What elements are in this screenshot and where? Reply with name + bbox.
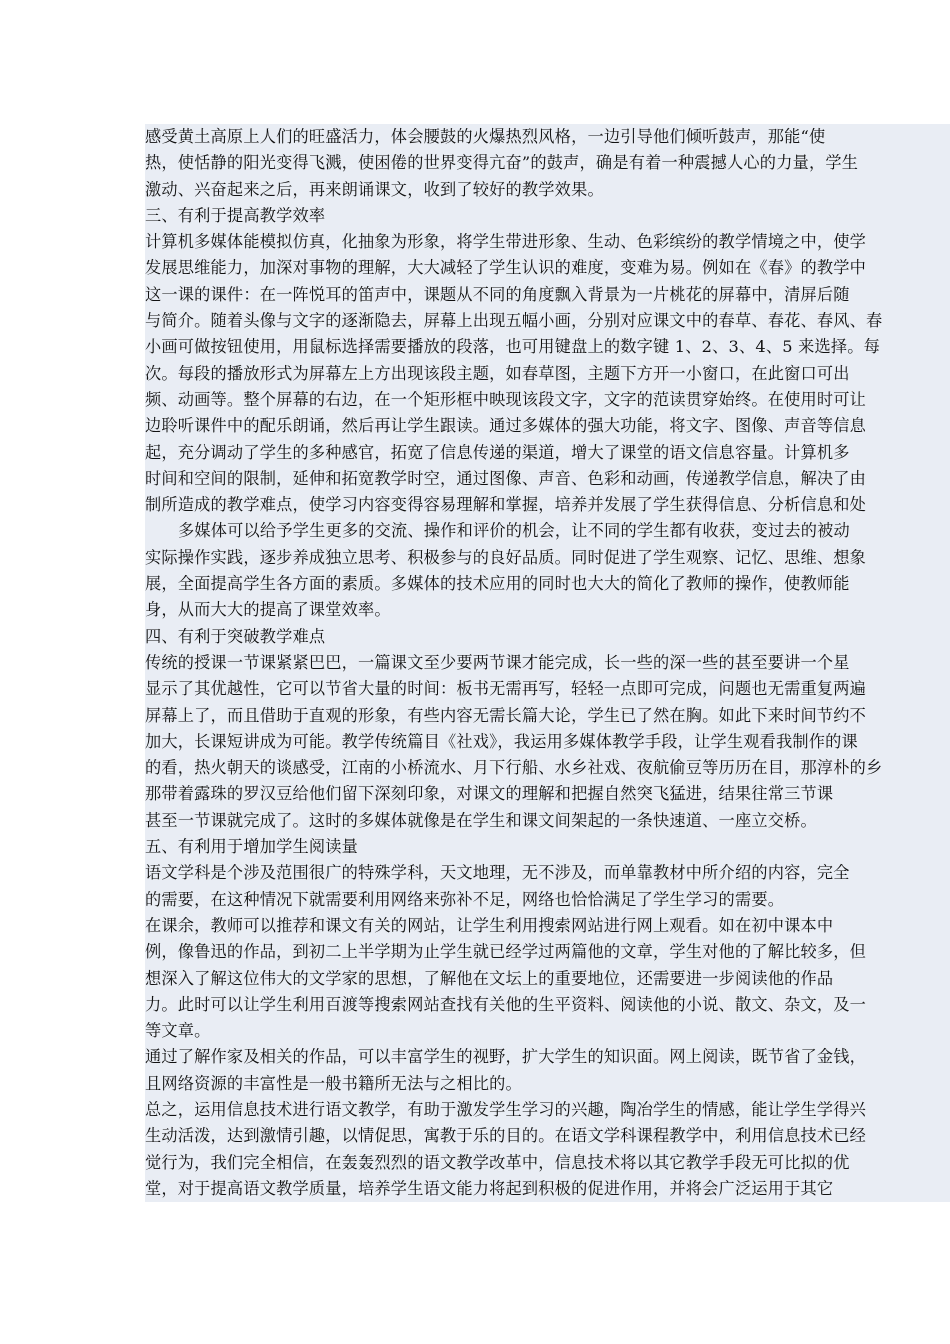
document-body [145, 124, 950, 1202]
text-line: 屏幕上了，而且借助于直观的形象，有些内容无需长篇大论，学生已了然在胸。如此下来时间节约不 [145, 705, 867, 725]
text-line: 身，从而大大的提高了课堂效率。 [145, 600, 391, 620]
text-line: 激动、兴奋起来之后，再来朗诵课文，收到了较好的教学效果。 [145, 179, 604, 199]
text-line: 五、有利用于增加学生阅读量 [145, 837, 359, 857]
text-line: 边聆听课件中的配乐朗诵，然后再让学生跟读。通过多媒体的强大功能，将文字、图像、声音等信息 [145, 416, 867, 436]
text-line: 传统的授课一节课紧紧巴巴，一篇课文至少要两节课才能完成，长一些的深一些的甚至要讲一个星 [145, 652, 850, 672]
text-line: 次。每段的播放形式为屏幕左上方出现该段主题，如春草图，主题下方开一小窗口，在此窗口可出 [145, 363, 850, 383]
text-line: 且网络资源的丰富性是一般书籍所无法与之相比的。 [145, 1073, 522, 1093]
text-line: 加大，长课短讲成为可能。教学传统篇目《社戏》，我运用多媒体教学手段，让学生观看我制作的课 [145, 731, 858, 751]
text-line: 时间和空间的限制，延伸和拓宽教学时空，通过图像、声音、色彩和动画，传递教学信息，解决了由 [145, 468, 867, 488]
text-line: 生动活泼，达到激情引趣，以情促思，寓教于乐的目的。在语文学科课程教学中，利用信息技术已经 [145, 1126, 867, 1146]
text-line: 多媒体可以给予学生更多的交流、操作和评价的机会，让不同的学生都有收获，变过去的被动 [178, 521, 850, 541]
text-line: 这一课的课件：在一阵悦耳的笛声中，课题从不同的角度飘入背景为一片桃花的屏幕中，清屏后随 [145, 284, 850, 304]
text-line: 甚至一节课就完成了。这时的多媒体就像是在学生和课文间架起的一条快速道、一座立交桥。 [145, 810, 817, 830]
text-line: 的需要，在这种情况下就需要利用网络来弥补不足，网络也恰恰满足了学生学习的需要。 [145, 889, 785, 909]
text-line: 通过了解作家及相关的作品，可以丰富学生的视野，扩大学生的知识面。网上阅读，既节省了金钱， [145, 1047, 867, 1067]
text-line: 力。此时可以让学生利用百渡等搜索网站查找有关他的生平资料、阅读他的小说、散文、杂文，及一 [145, 994, 867, 1014]
text-line: 语文学科是个涉及范围很广的特殊学科，天文地理，无不涉及，而单靠教材中所介绍的内容，完全 [145, 863, 850, 883]
text-line: 起，充分调动了学生的多种感官，拓宽了信息传递的渠道，增大了课堂的语文信息容量。计算机多 [145, 442, 850, 462]
text-line: 堂，对于提高语文教学质量，培养学生语文能力将起到积极的促进作用，并将会广泛运用于其它 [145, 1178, 834, 1198]
text-line: 总之，运用信息技术进行语文教学，有助于激发学生学习的兴趣，陶冶学生的情感，能让学生学得兴 [145, 1099, 867, 1119]
text-line: 等文章。 [145, 1021, 211, 1041]
text-line: 计算机多媒体能模拟仿真，化抽象为形象，将学生带进形象、生动、色彩缤纷的教学情境之中，使学 [145, 232, 867, 252]
text-line: 觉行为，我们完全相信，在轰轰烈烈的语文教学改革中，信息技术将以其它教学手段无可比拟的优 [145, 1152, 850, 1172]
text-line: 在课余，教师可以推荐和课文有关的网站，让学生利用搜索网站进行网上观看。如在初中课本中 [145, 915, 834, 935]
text-line: 显示了其优越性，它可以节省大量的时间：板书无需再写，轻轻一点即可完成，问题也无需重复两遍 [145, 679, 867, 699]
text-line: 实际操作实践，逐步养成独立思考、积极参与的良好品质。同时促进了学生观察、记忆、思维、想象 [145, 547, 867, 567]
text-line: 想深入了解这位伟大的文学家的思想，了解他在文坛上的重要地位，还需要进一步阅读他的作品 [145, 968, 834, 988]
text-line: 感受黄土高原上人们的旺盛活力，体会腰鼓的火爆热烈风格，一边引导他们倾听鼓声，那能“使 [145, 127, 826, 146]
text-line: 三、有利于提高教学效率 [145, 205, 326, 225]
text-line: 热，使恬静的阳光变得飞溅，使困倦的世界变得亢奋”的鼓声，确是有着一种震撼人心的力量，学生 [145, 153, 859, 173]
text-line: 制所造成的教学难点，使学习内容变得容易理解和掌握，培养并发展了学生获得信息、分析信息和处 [145, 495, 867, 515]
text-line: 频、动画等。整个屏幕的右边，在一个矩形框中映现该段文字，文字的范读贯穿始终。在使用时可让 [145, 389, 867, 409]
text-line: 展，全面提高学生各方面的素质。多媒体的技术应用的同时也大大的简化了教师的操作，使教师能 [145, 574, 850, 594]
text-line: 与简介。随着头像与文字的逐渐隐去，屏幕上出现五幅小画，分别对应课文中的春草、春花、春风、春 [145, 311, 883, 331]
text-line: 例，像鲁迅的作品，到初二上半学期为止学生就已经学过两篇他的文章，学生对他的了解比较多，但 [145, 942, 867, 962]
text-line: 小画可做按钮使用，用鼠标选择需要播放的段落，也可用键盘上的数字键 1、2、3、4、5 来选择。每 [145, 337, 881, 357]
text-line: 那带着露珠的罗汉豆给他们留下深刻印象，对课文的理解和把握自然突飞猛进，结果往常三节课 [145, 784, 834, 804]
text-line: 发展思维能力，加深对事物的理解，大大减轻了学生认识的难度，变难为易。例如在《春》的教学中 [145, 258, 867, 278]
text-line: 四、有利于突破教学难点 [145, 626, 326, 646]
text-line: 的看，热火朝天的谈感受，江南的小桥流水、月下行船、水乡社戏、夜航偷豆等历历在目，那淳朴的乡 [145, 758, 883, 778]
